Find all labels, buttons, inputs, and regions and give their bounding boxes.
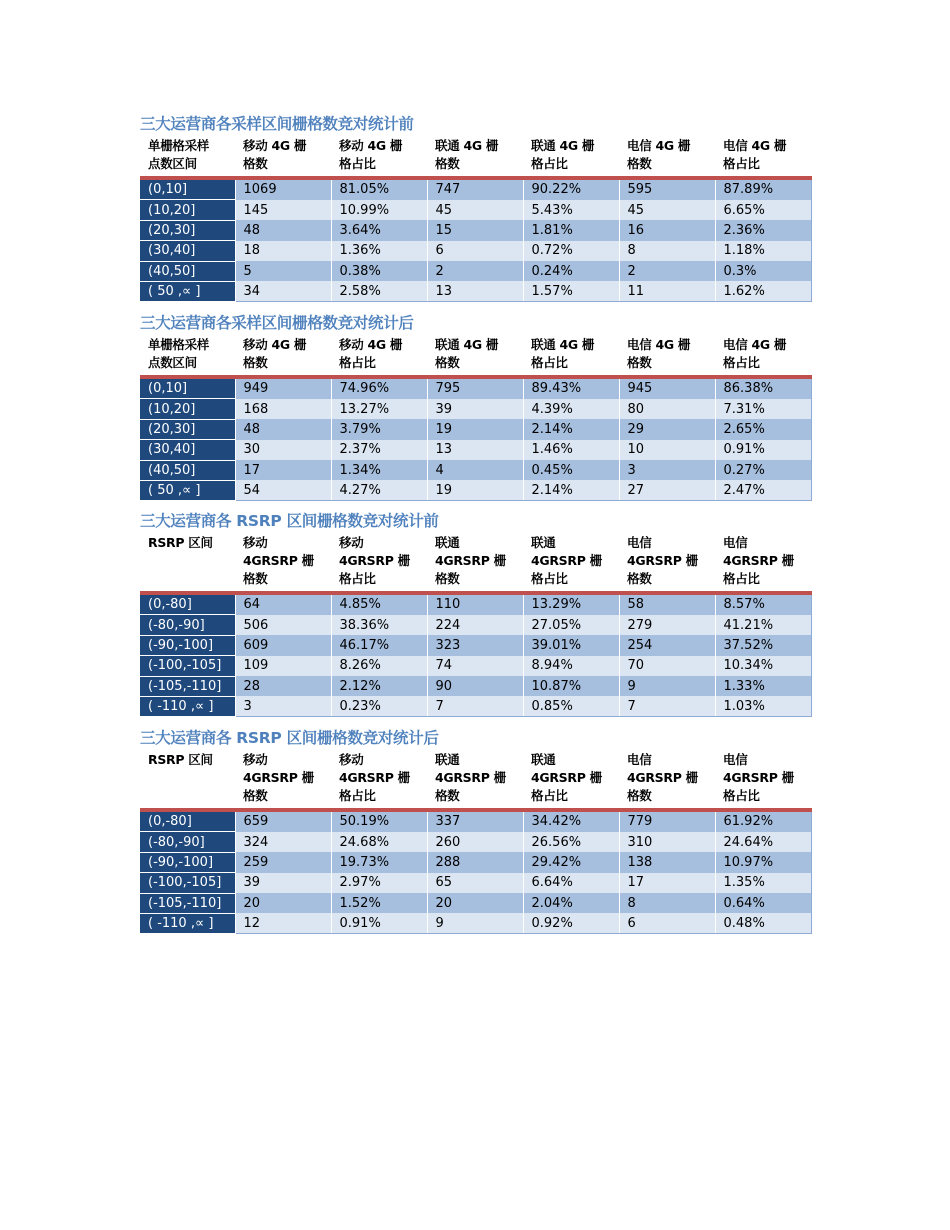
value-cell: 0.91% bbox=[331, 913, 427, 933]
value-cell: 5 bbox=[235, 261, 331, 281]
value-cell: 279 bbox=[619, 615, 715, 635]
value-cell: 4 bbox=[427, 460, 523, 480]
value-cell: 34 bbox=[235, 281, 331, 301]
value-cell: 9 bbox=[427, 913, 523, 933]
column-header: 电信 4G 栅 格占比 bbox=[715, 135, 811, 178]
value-cell: 6 bbox=[427, 241, 523, 261]
value-cell: 39 bbox=[427, 399, 523, 419]
value-cell: 260 bbox=[427, 832, 523, 852]
table-row bbox=[140, 220, 811, 240]
section-title: 三大运营商各 RSRP 区间栅格数竞对统计后 bbox=[140, 729, 439, 747]
table-row bbox=[140, 676, 811, 696]
row-label-cell: (30,40] bbox=[140, 440, 235, 460]
value-cell: 1.35% bbox=[715, 873, 811, 893]
row-label-cell: (-105,-110] bbox=[140, 893, 235, 913]
value-cell: 1.36% bbox=[331, 241, 427, 261]
value-cell: 48 bbox=[235, 220, 331, 240]
value-cell: 4.85% bbox=[331, 593, 427, 615]
value-cell: 29 bbox=[619, 419, 715, 439]
stats-table bbox=[140, 135, 812, 302]
value-cell: 38.36% bbox=[331, 615, 427, 635]
table-row bbox=[140, 419, 811, 439]
value-cell: 2.97% bbox=[331, 873, 427, 893]
table-row bbox=[140, 480, 811, 500]
value-cell: 20 bbox=[235, 893, 331, 913]
table-row bbox=[140, 615, 811, 635]
row-label-cell: (0,10] bbox=[140, 377, 235, 399]
table-row bbox=[140, 200, 811, 220]
column-header: 移动 4G 栅 格数 bbox=[235, 135, 331, 178]
table-header-row bbox=[140, 135, 811, 178]
value-cell: 19.73% bbox=[331, 852, 427, 872]
value-cell: 1.03% bbox=[715, 696, 811, 716]
value-cell: 945 bbox=[619, 377, 715, 399]
column-header: 移动 4G 栅 格数 bbox=[235, 334, 331, 377]
value-cell: 4.39% bbox=[523, 399, 619, 419]
value-cell: 2 bbox=[619, 261, 715, 281]
value-cell: 1.62% bbox=[715, 281, 811, 301]
column-header: 电信 4GRSRP 栅 格占比 bbox=[715, 532, 811, 593]
section-title: 三大运营商各采样区间栅格数竞对统计后 bbox=[140, 314, 414, 332]
value-cell: 288 bbox=[427, 852, 523, 872]
value-cell: 27.05% bbox=[523, 615, 619, 635]
value-cell: 3 bbox=[235, 696, 331, 716]
value-cell: 2.37% bbox=[331, 440, 427, 460]
row-label-cell: (0,-80] bbox=[140, 810, 235, 832]
value-cell: 16 bbox=[619, 220, 715, 240]
value-cell: 90 bbox=[427, 676, 523, 696]
value-cell: 0.91% bbox=[715, 440, 811, 460]
value-cell: 224 bbox=[427, 615, 523, 635]
column-header: 电信 4GRSRP 栅 格数 bbox=[619, 532, 715, 593]
value-cell: 80 bbox=[619, 399, 715, 419]
table-row bbox=[140, 635, 811, 655]
table-row bbox=[140, 377, 811, 399]
value-cell: 138 bbox=[619, 852, 715, 872]
value-cell: 2.47% bbox=[715, 480, 811, 500]
value-cell: 74 bbox=[427, 656, 523, 676]
value-cell: 64 bbox=[235, 593, 331, 615]
row-label-cell: (-90,-100] bbox=[140, 852, 235, 872]
table-row bbox=[140, 852, 811, 872]
column-header: 联通 4GRSRP 栅 格占比 bbox=[523, 532, 619, 593]
value-cell: 0.85% bbox=[523, 696, 619, 716]
row-label-cell: (30,40] bbox=[140, 241, 235, 261]
value-cell: 86.38% bbox=[715, 377, 811, 399]
value-cell: 109 bbox=[235, 656, 331, 676]
value-cell: 74.96% bbox=[331, 377, 427, 399]
value-cell: 3 bbox=[619, 460, 715, 480]
row-label-cell: (20,30] bbox=[140, 419, 235, 439]
value-cell: 6.65% bbox=[715, 200, 811, 220]
value-cell: 27 bbox=[619, 480, 715, 500]
value-cell: 323 bbox=[427, 635, 523, 655]
value-cell: 2.36% bbox=[715, 220, 811, 240]
column-header: 联通 4G 栅 格占比 bbox=[523, 135, 619, 178]
value-cell: 8 bbox=[619, 893, 715, 913]
value-cell: 19 bbox=[427, 480, 523, 500]
column-header: 联通 4G 栅 格数 bbox=[427, 135, 523, 178]
value-cell: 0.45% bbox=[523, 460, 619, 480]
value-cell: 15 bbox=[427, 220, 523, 240]
value-cell: 70 bbox=[619, 656, 715, 676]
value-cell: 1069 bbox=[235, 178, 331, 200]
column-header: 移动 4GRSRP 栅 格占比 bbox=[331, 749, 427, 810]
column-header: 联通 4GRSRP 栅 格占比 bbox=[523, 749, 619, 810]
row-label-cell: (0,-80] bbox=[140, 593, 235, 615]
value-cell: 1.52% bbox=[331, 893, 427, 913]
value-cell: 254 bbox=[619, 635, 715, 655]
value-cell: 41.21% bbox=[715, 615, 811, 635]
value-cell: 24.68% bbox=[331, 832, 427, 852]
value-cell: 110 bbox=[427, 593, 523, 615]
column-header: 移动 4GRSRP 栅 格数 bbox=[235, 532, 331, 593]
table-row bbox=[140, 893, 811, 913]
value-cell: 19 bbox=[427, 419, 523, 439]
table-row bbox=[140, 696, 811, 716]
value-cell: 2.14% bbox=[523, 480, 619, 500]
value-cell: 37.52% bbox=[715, 635, 811, 655]
value-cell: 609 bbox=[235, 635, 331, 655]
value-cell: 1.33% bbox=[715, 676, 811, 696]
value-cell: 5.43% bbox=[523, 200, 619, 220]
value-cell: 50.19% bbox=[331, 810, 427, 832]
column-header: 电信 4GRSRP 栅 格数 bbox=[619, 749, 715, 810]
value-cell: 2.14% bbox=[523, 419, 619, 439]
value-cell: 0.92% bbox=[523, 913, 619, 933]
value-cell: 45 bbox=[619, 200, 715, 220]
value-cell: 17 bbox=[235, 460, 331, 480]
table-row bbox=[140, 440, 811, 460]
row-label-cell: (-105,-110] bbox=[140, 676, 235, 696]
column-header: 移动 4G 栅 格占比 bbox=[331, 135, 427, 178]
row-label-cell: (-100,-105] bbox=[140, 656, 235, 676]
row-label-cell: ( -110 ,∝ ] bbox=[140, 696, 235, 716]
column-header: 电信 4G 栅 格数 bbox=[619, 135, 715, 178]
row-label-cell: (40,50] bbox=[140, 261, 235, 281]
value-cell: 0.72% bbox=[523, 241, 619, 261]
value-cell: 20 bbox=[427, 893, 523, 913]
value-cell: 39.01% bbox=[523, 635, 619, 655]
value-cell: 24.64% bbox=[715, 832, 811, 852]
column-header: 联通 4GRSRP 栅 格数 bbox=[427, 749, 523, 810]
row-label-cell: (10,20] bbox=[140, 399, 235, 419]
value-cell: 10.87% bbox=[523, 676, 619, 696]
column-header: 联通 4G 栅 格数 bbox=[427, 334, 523, 377]
table-row bbox=[140, 810, 811, 832]
table-section-3 bbox=[140, 510, 811, 717]
value-cell: 8.57% bbox=[715, 593, 811, 615]
row-label-cell: (0,10] bbox=[140, 178, 235, 200]
value-cell: 65 bbox=[427, 873, 523, 893]
value-cell: 10.99% bbox=[331, 200, 427, 220]
value-cell: 1.46% bbox=[523, 440, 619, 460]
value-cell: 26.56% bbox=[523, 832, 619, 852]
column-header: 移动 4GRSRP 栅 格数 bbox=[235, 749, 331, 810]
column-header: 电信 4GRSRP 栅 格占比 bbox=[715, 749, 811, 810]
value-cell: 7 bbox=[619, 696, 715, 716]
value-cell: 779 bbox=[619, 810, 715, 832]
value-cell: 4.27% bbox=[331, 480, 427, 500]
value-cell: 0.24% bbox=[523, 261, 619, 281]
table-row bbox=[140, 281, 811, 301]
row-label-cell: ( 50 ,∝ ] bbox=[140, 281, 235, 301]
value-cell: 17 bbox=[619, 873, 715, 893]
value-cell: 90.22% bbox=[523, 178, 619, 200]
value-cell: 337 bbox=[427, 810, 523, 832]
value-cell: 6 bbox=[619, 913, 715, 933]
stats-table bbox=[140, 532, 812, 717]
value-cell: 7.31% bbox=[715, 399, 811, 419]
value-cell: 8.94% bbox=[523, 656, 619, 676]
table-row bbox=[140, 261, 811, 281]
value-cell: 10.34% bbox=[715, 656, 811, 676]
table-section-2 bbox=[140, 312, 811, 501]
value-cell: 29.42% bbox=[523, 852, 619, 872]
value-cell: 46.17% bbox=[331, 635, 427, 655]
value-cell: 8.26% bbox=[331, 656, 427, 676]
value-cell: 87.89% bbox=[715, 178, 811, 200]
column-header: RSRP 区间 bbox=[140, 532, 235, 593]
value-cell: 1.57% bbox=[523, 281, 619, 301]
column-header: 移动 4GRSRP 栅 格占比 bbox=[331, 532, 427, 593]
value-cell: 54 bbox=[235, 480, 331, 500]
stats-table bbox=[140, 749, 812, 934]
table-row bbox=[140, 832, 811, 852]
row-label-cell: (-100,-105] bbox=[140, 873, 235, 893]
column-header: 电信 4G 栅 格数 bbox=[619, 334, 715, 377]
value-cell: 18 bbox=[235, 241, 331, 261]
value-cell: 11 bbox=[619, 281, 715, 301]
value-cell: 30 bbox=[235, 440, 331, 460]
value-cell: 6.64% bbox=[523, 873, 619, 893]
value-cell: 949 bbox=[235, 377, 331, 399]
table-row bbox=[140, 656, 811, 676]
value-cell: 12 bbox=[235, 913, 331, 933]
value-cell: 10.97% bbox=[715, 852, 811, 872]
value-cell: 34.42% bbox=[523, 810, 619, 832]
value-cell: 9 bbox=[619, 676, 715, 696]
value-cell: 506 bbox=[235, 615, 331, 635]
value-cell: 2.65% bbox=[715, 419, 811, 439]
column-header: 联通 4G 栅 格占比 bbox=[523, 334, 619, 377]
value-cell: 13.29% bbox=[523, 593, 619, 615]
value-cell: 2.04% bbox=[523, 893, 619, 913]
column-header: 电信 4G 栅 格占比 bbox=[715, 334, 811, 377]
value-cell: 3.79% bbox=[331, 419, 427, 439]
value-cell: 2.12% bbox=[331, 676, 427, 696]
table-header-row bbox=[140, 334, 811, 377]
value-cell: 324 bbox=[235, 832, 331, 852]
value-cell: 310 bbox=[619, 832, 715, 852]
value-cell: 61.92% bbox=[715, 810, 811, 832]
value-cell: 747 bbox=[427, 178, 523, 200]
value-cell: 0.23% bbox=[331, 696, 427, 716]
value-cell: 2 bbox=[427, 261, 523, 281]
column-header: 移动 4G 栅 格占比 bbox=[331, 334, 427, 377]
value-cell: 81.05% bbox=[331, 178, 427, 200]
section-title: 三大运营商各 RSRP 区间栅格数竞对统计前 bbox=[140, 512, 439, 530]
row-label-cell: (-80,-90] bbox=[140, 832, 235, 852]
value-cell: 58 bbox=[619, 593, 715, 615]
value-cell: 0.38% bbox=[331, 261, 427, 281]
row-label-cell: (10,20] bbox=[140, 200, 235, 220]
value-cell: 0.64% bbox=[715, 893, 811, 913]
value-cell: 259 bbox=[235, 852, 331, 872]
table-header-row bbox=[140, 749, 811, 810]
column-header: 联通 4GRSRP 栅 格数 bbox=[427, 532, 523, 593]
column-header: RSRP 区间 bbox=[140, 749, 235, 810]
table-row bbox=[140, 241, 811, 261]
value-cell: 1.18% bbox=[715, 241, 811, 261]
value-cell: 595 bbox=[619, 178, 715, 200]
value-cell: 28 bbox=[235, 676, 331, 696]
value-cell: 0.27% bbox=[715, 460, 811, 480]
value-cell: 795 bbox=[427, 377, 523, 399]
row-label-cell: (20,30] bbox=[140, 220, 235, 240]
value-cell: 39 bbox=[235, 873, 331, 893]
value-cell: 145 bbox=[235, 200, 331, 220]
value-cell: 10 bbox=[619, 440, 715, 460]
table-row bbox=[140, 178, 811, 200]
column-header: 单栅格采样 点数区间 bbox=[140, 334, 235, 377]
value-cell: 13 bbox=[427, 440, 523, 460]
table-row bbox=[140, 399, 811, 419]
row-label-cell: ( 50 ,∝ ] bbox=[140, 480, 235, 500]
section-title: 三大运营商各采样区间栅格数竞对统计前 bbox=[140, 115, 414, 133]
row-label-cell: (40,50] bbox=[140, 460, 235, 480]
value-cell: 45 bbox=[427, 200, 523, 220]
row-label-cell: (-80,-90] bbox=[140, 615, 235, 635]
table-row bbox=[140, 913, 811, 933]
value-cell: 7 bbox=[427, 696, 523, 716]
value-cell: 13.27% bbox=[331, 399, 427, 419]
table-section-4 bbox=[140, 727, 811, 934]
value-cell: 1.81% bbox=[523, 220, 619, 240]
value-cell: 89.43% bbox=[523, 377, 619, 399]
value-cell: 8 bbox=[619, 241, 715, 261]
value-cell: 13 bbox=[427, 281, 523, 301]
table-header-row bbox=[140, 532, 811, 593]
value-cell: 1.34% bbox=[331, 460, 427, 480]
value-cell: 0.3% bbox=[715, 261, 811, 281]
value-cell: 659 bbox=[235, 810, 331, 832]
table-row bbox=[140, 593, 811, 615]
value-cell: 48 bbox=[235, 419, 331, 439]
column-header: 单栅格采样 点数区间 bbox=[140, 135, 235, 178]
value-cell: 0.48% bbox=[715, 913, 811, 933]
value-cell: 3.64% bbox=[331, 220, 427, 240]
table-row bbox=[140, 873, 811, 893]
table-section-1 bbox=[140, 113, 811, 302]
row-label-cell: ( -110 ,∝ ] bbox=[140, 913, 235, 933]
value-cell: 2.58% bbox=[331, 281, 427, 301]
row-label-cell: (-90,-100] bbox=[140, 635, 235, 655]
table-row bbox=[140, 460, 811, 480]
stats-table bbox=[140, 334, 812, 501]
value-cell: 168 bbox=[235, 399, 331, 419]
